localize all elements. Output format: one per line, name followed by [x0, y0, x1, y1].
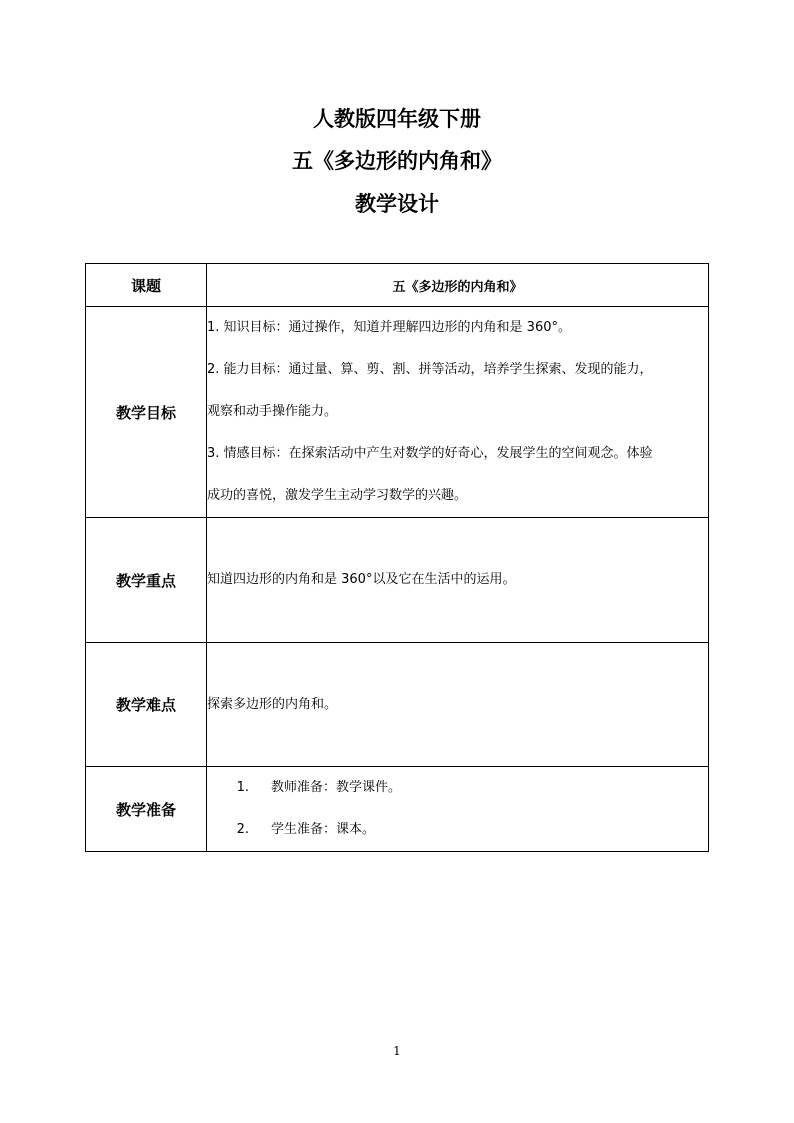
goals-cell [207, 307, 709, 518]
goal-line: 2. 能力目标：通过量、算、剪、割、拼等活动，培养学生探索、发现的能力， [207, 362, 653, 377]
key-point-label: 教学重点 [86, 518, 207, 643]
doc-title-line-3: 教学设计 [355, 192, 439, 216]
preparation-label: 教学准备 [86, 767, 207, 852]
goals-label: 教学目标 [86, 307, 207, 518]
subject-label: 课题 [86, 264, 207, 307]
goal-line: 3. 情感目标：在探索活动中产生对数学的好奇心，发展学生的空间观念。体验 [207, 446, 653, 461]
key-point-value: 知道四边形的内角和是 360°以及它在生活中的运用。 [207, 518, 709, 643]
difficulty-value: 探索多边形的内角和。 [207, 643, 709, 767]
table-row-preparation [86, 767, 709, 852]
table-row-difficulty [86, 643, 709, 767]
page-number: 1 [393, 1044, 401, 1058]
prep-item-number: 2. [236, 822, 249, 837]
table-row-key-point [86, 518, 709, 643]
table-row-goals [86, 307, 709, 518]
preparation-cell [207, 767, 709, 852]
prep-item-text: 教师准备：教学课件。 [271, 780, 402, 795]
prep-item [207, 767, 708, 809]
doc-title-line-1: 人教版四年级下册 [313, 107, 481, 131]
prep-item-number: 1. [236, 780, 249, 795]
lesson-plan-table [85, 263, 709, 852]
goal-line: 1. 知识目标：通过操作，知道并理解四边形的内角和是 360°。 [207, 320, 571, 335]
prep-item-text: 学生准备：课本。 [271, 822, 376, 837]
prep-item [207, 809, 708, 851]
subject-value: 五《多边形的内角和》 [207, 264, 709, 307]
difficulty-label: 教学难点 [86, 643, 207, 767]
doc-title-line-2: 五《多边形的内角和》 [292, 149, 502, 173]
goal-line: 观察和动手操作能力。 [207, 404, 338, 419]
table-row-subject [86, 264, 709, 307]
goal-line: 成功的喜悦，激发学生主动学习数学的兴趣。 [207, 488, 468, 503]
